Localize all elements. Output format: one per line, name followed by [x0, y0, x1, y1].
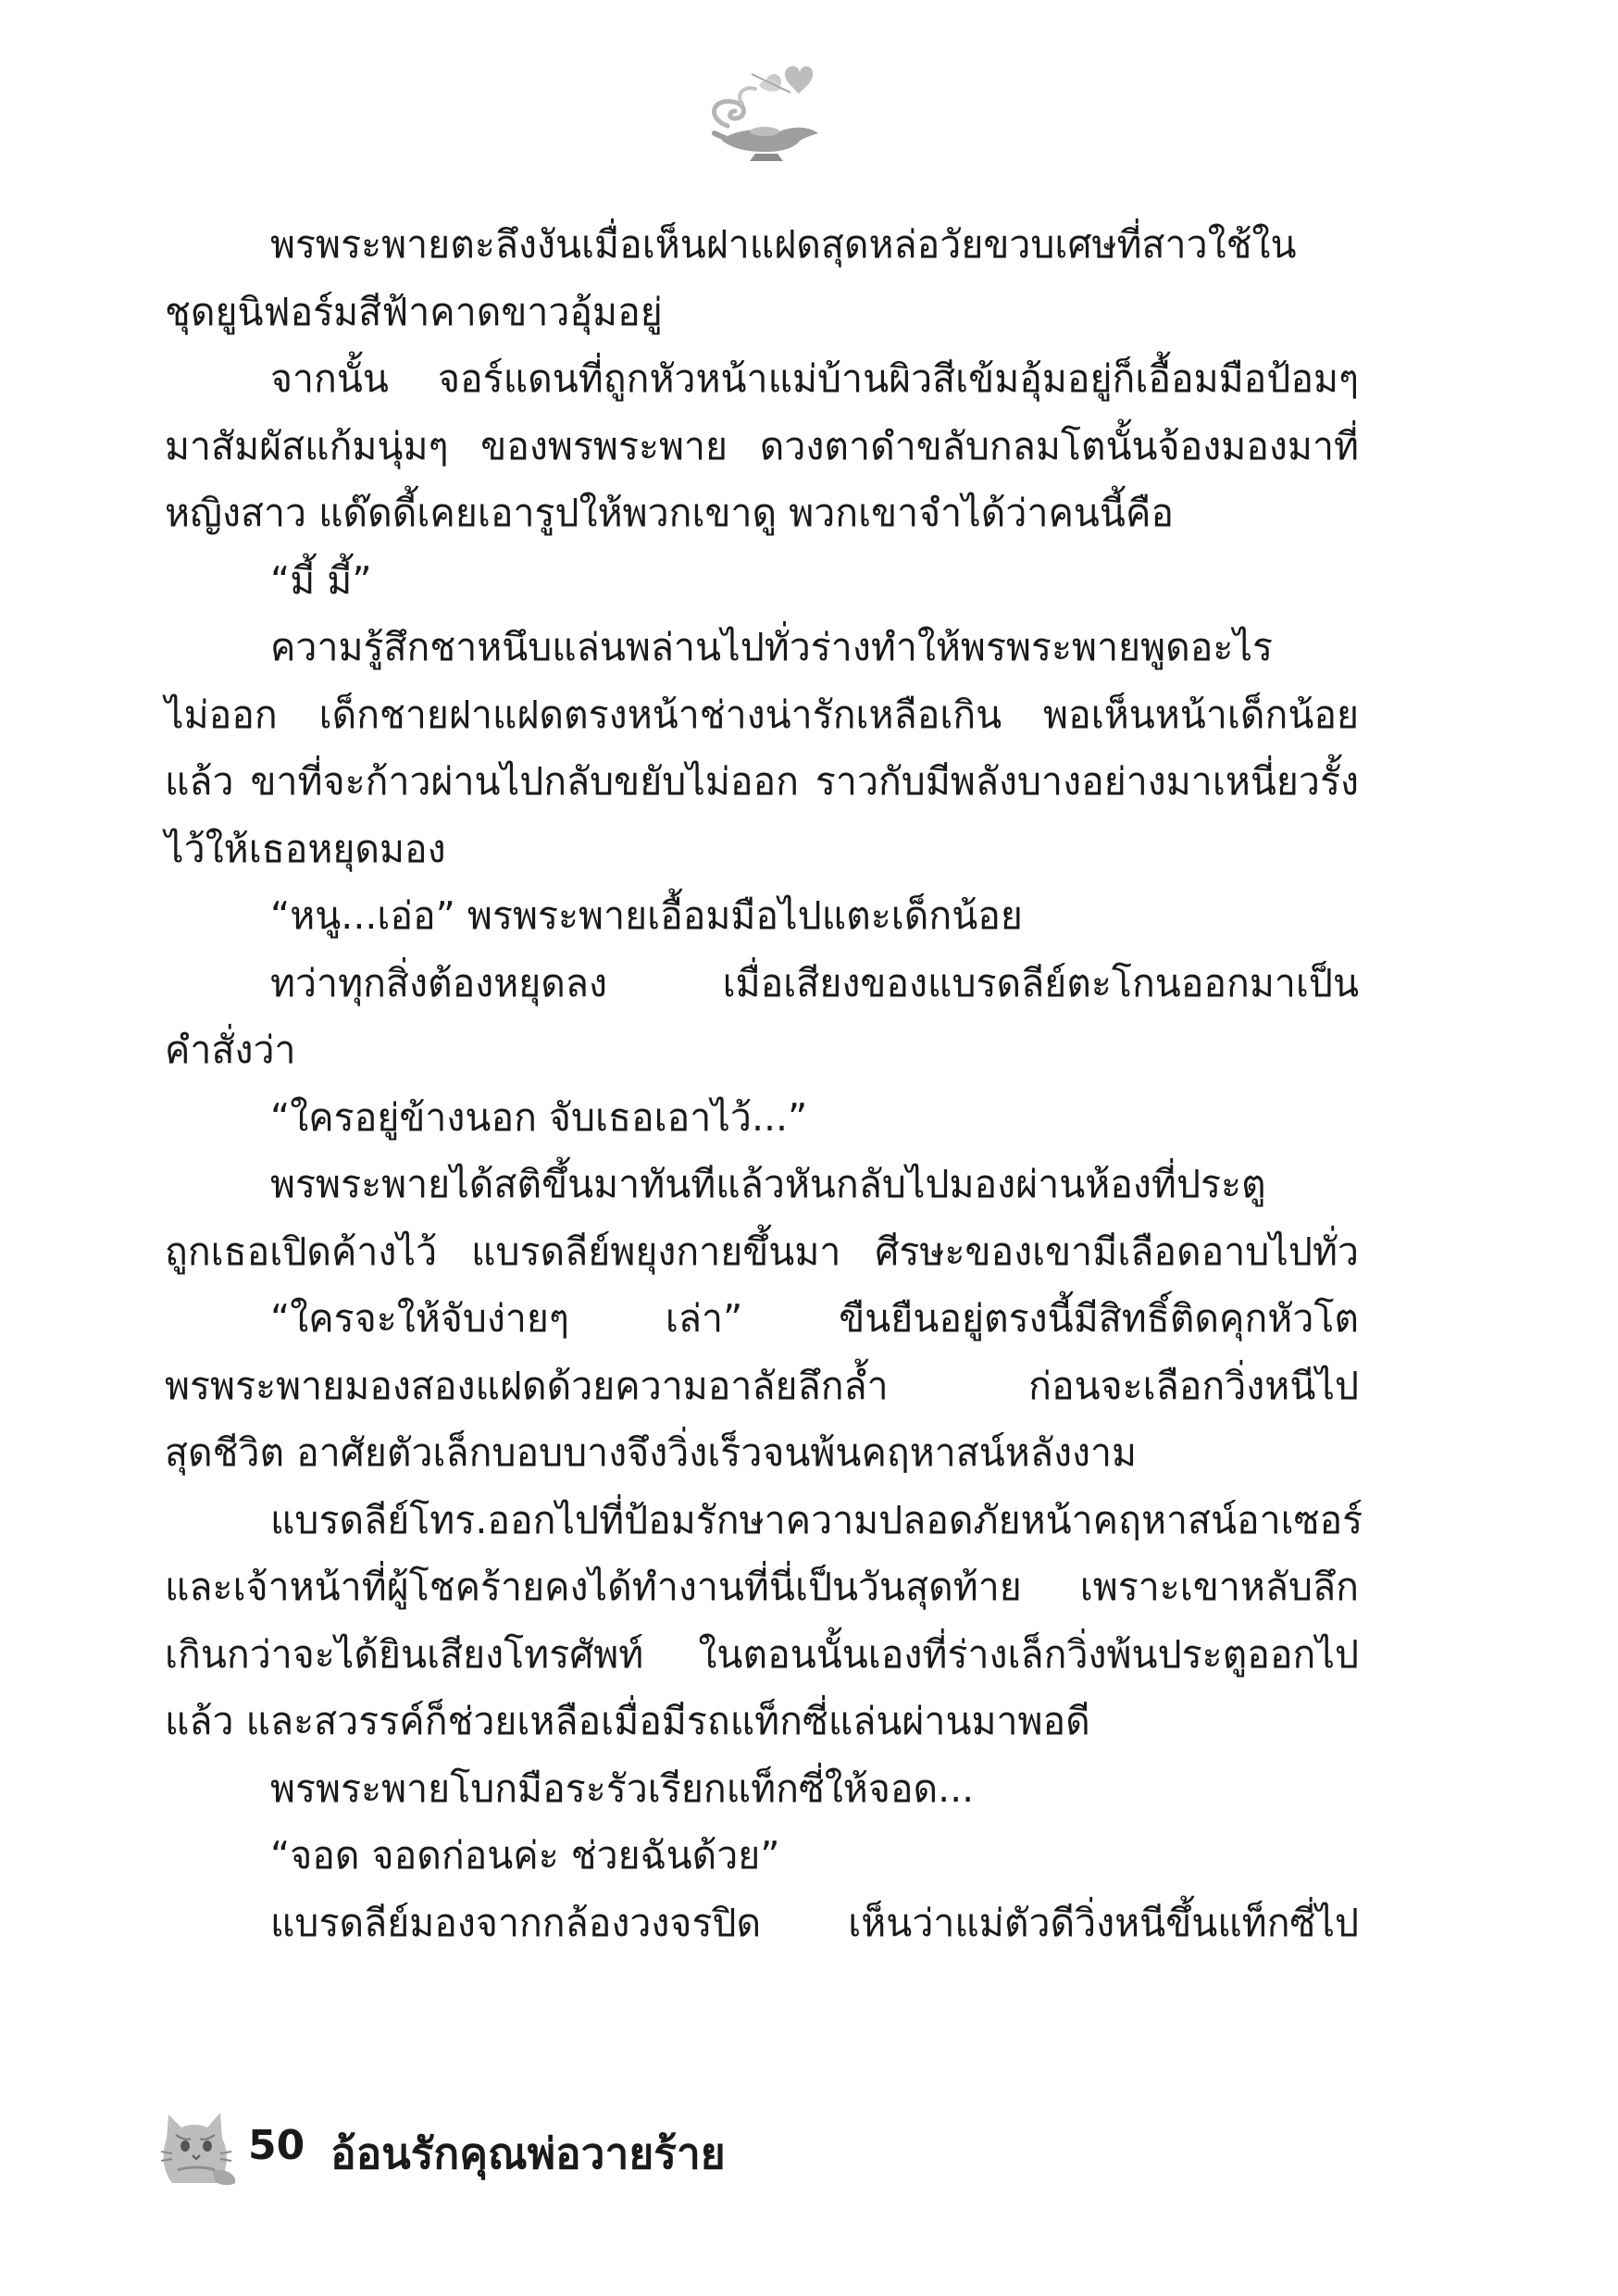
text-line: เกินกว่าจะได้ยินเสียงโทรศัพท์ ในตอนนั้นเองที่ร่างเล็กวิ่งพ้นประตูออกไป: [165, 1631, 1359, 1677]
text-line: ไม่ออก เด็กชายฝาแฝดตรงหน้าช่างน่ารักเหลือเกิน พอเห็นหน้าเด็กน้อย: [165, 692, 1359, 737]
page-number: 50: [248, 2122, 305, 2169]
genie-lamp-icon: [694, 61, 833, 165]
text-line: สุดชีวิต อาศัยตัวเล็กบอบบางจึงวิ่งเร็วจนพ้นคฤหาสน์หลังงาม: [165, 1430, 1138, 1475]
body-text: [165, 211, 1363, 1956]
text-line: แล้ว และสวรรค์ก็ช่วยเหลือเมื่อมีรถแท็กซี่แล่นผ่านมาพอดี: [165, 1699, 1090, 1743]
text-line: และเจ้าหน้าที่ผู้โชคร้ายคงได้ทำงานที่นี่เป็นวันสุดท้าย เพราะเขาหลับลึก: [165, 1565, 1359, 1609]
text-line: “ใครจะให้จับง่ายๆ เล่า” ขืนยืนอยู่ตรงนี้มีสิทธิ์ติดคุกหัวโต: [270, 1296, 1359, 1341]
text-line: ถูกเธอเปิดค้างไว้ แบรดลีย์พยุงกายขึ้นมา ศีรษะของเขามีเลือดอาบไปทั่ว: [165, 1229, 1359, 1274]
text-line: ไว้ให้เธอหยุดมอง: [165, 826, 446, 871]
text-line: พรพระพายมองสองแฝดด้วยความอาลัยลึกล้ำ ก่อนจะเลือกวิ่งหนีไป: [165, 1363, 1359, 1408]
text-line: พรพระพายได้สติขึ้นมาทันทีแล้วหันกลับไปมองผ่านห้องที่ประตู: [270, 1162, 1266, 1206]
text-line: ความรู้สึกชาหนึบแล่นพล่านไปทั่วร่างทำให้พรพระพายพูดอะไร: [270, 625, 1274, 669]
book-title: อ้อนรักคุณพ่อวายร้าย: [330, 2128, 726, 2178]
text-line: มาสัมผัสแก้มนุ่มๆ ของพรพระพาย ดวงตาดำขลับกลมโตนั้นจ้องมองมาที่: [165, 423, 1359, 468]
text-line: ทว่าทุกสิ่งต้องหยุดลง เมื่อเสียงของแบรดลีย์ตะโกนออกมาเป็น: [270, 960, 1359, 1005]
text-line: จากนั้น จอร์แดนที่ถูกหัวหน้าแม่บ้านผิวสีเข้มอุ้มอยู่ก็เอื้อมมือป้อมๆ: [270, 356, 1359, 401]
cat-icon: [159, 2098, 243, 2187]
text-line: พรพระพายตะลึงงันเมื่อเห็นฝาแฝดสุดหล่อวัยขวบเศษที่สาวใช้ใน: [270, 222, 1297, 267]
text-line: “หนู...เอ่อ” พรพระพายเอื้อมมือไปแตะเด็กน้อย: [270, 893, 1023, 938]
text-line: แบรดลีย์มองจากกล้องวงจรปิด เห็นว่าแม่ตัวดีวิ่งหนีขึ้นแท็กซี่ไป: [270, 1900, 1359, 1945]
text-line: “มี้ มี้”: [270, 557, 372, 603]
text-line: “ใครอยู่ข้างนอก จับเธอเอาไว้...”: [270, 1094, 808, 1140]
page-footer: [159, 2098, 992, 2200]
text-line: “จอด จอดก่อนค่ะ ช่วยฉันด้วย”: [270, 1833, 780, 1878]
text-line: แบรดลีย์โทร.ออกไปที่ป้อมรักษาความปลอดภัยหน้าคฤหาสน์อาเซอร์: [270, 1497, 1363, 1542]
text-line: พรพระพายโบกมือระรัวเรียกแท็กซี่ให้จอด...: [270, 1766, 975, 1811]
text-line: ชุดยูนิฟอร์มสีฟ้าคาดขาวอุ้มอยู่: [165, 289, 663, 334]
text-line: แล้ว ขาที่จะก้าวผ่านไปกลับขยับไม่ออก ราวกับมีพลังบางอย่างมาเหนี่ยวรั้ง: [165, 759, 1359, 804]
text-line: คำสั่งว่า: [165, 1028, 296, 1072]
text-line: หญิงสาว แด๊ดดี้เคยเอารูปให้พวกเขาดู พวกเขาจำได้ว่าคนนี้คือ: [165, 491, 1175, 535]
